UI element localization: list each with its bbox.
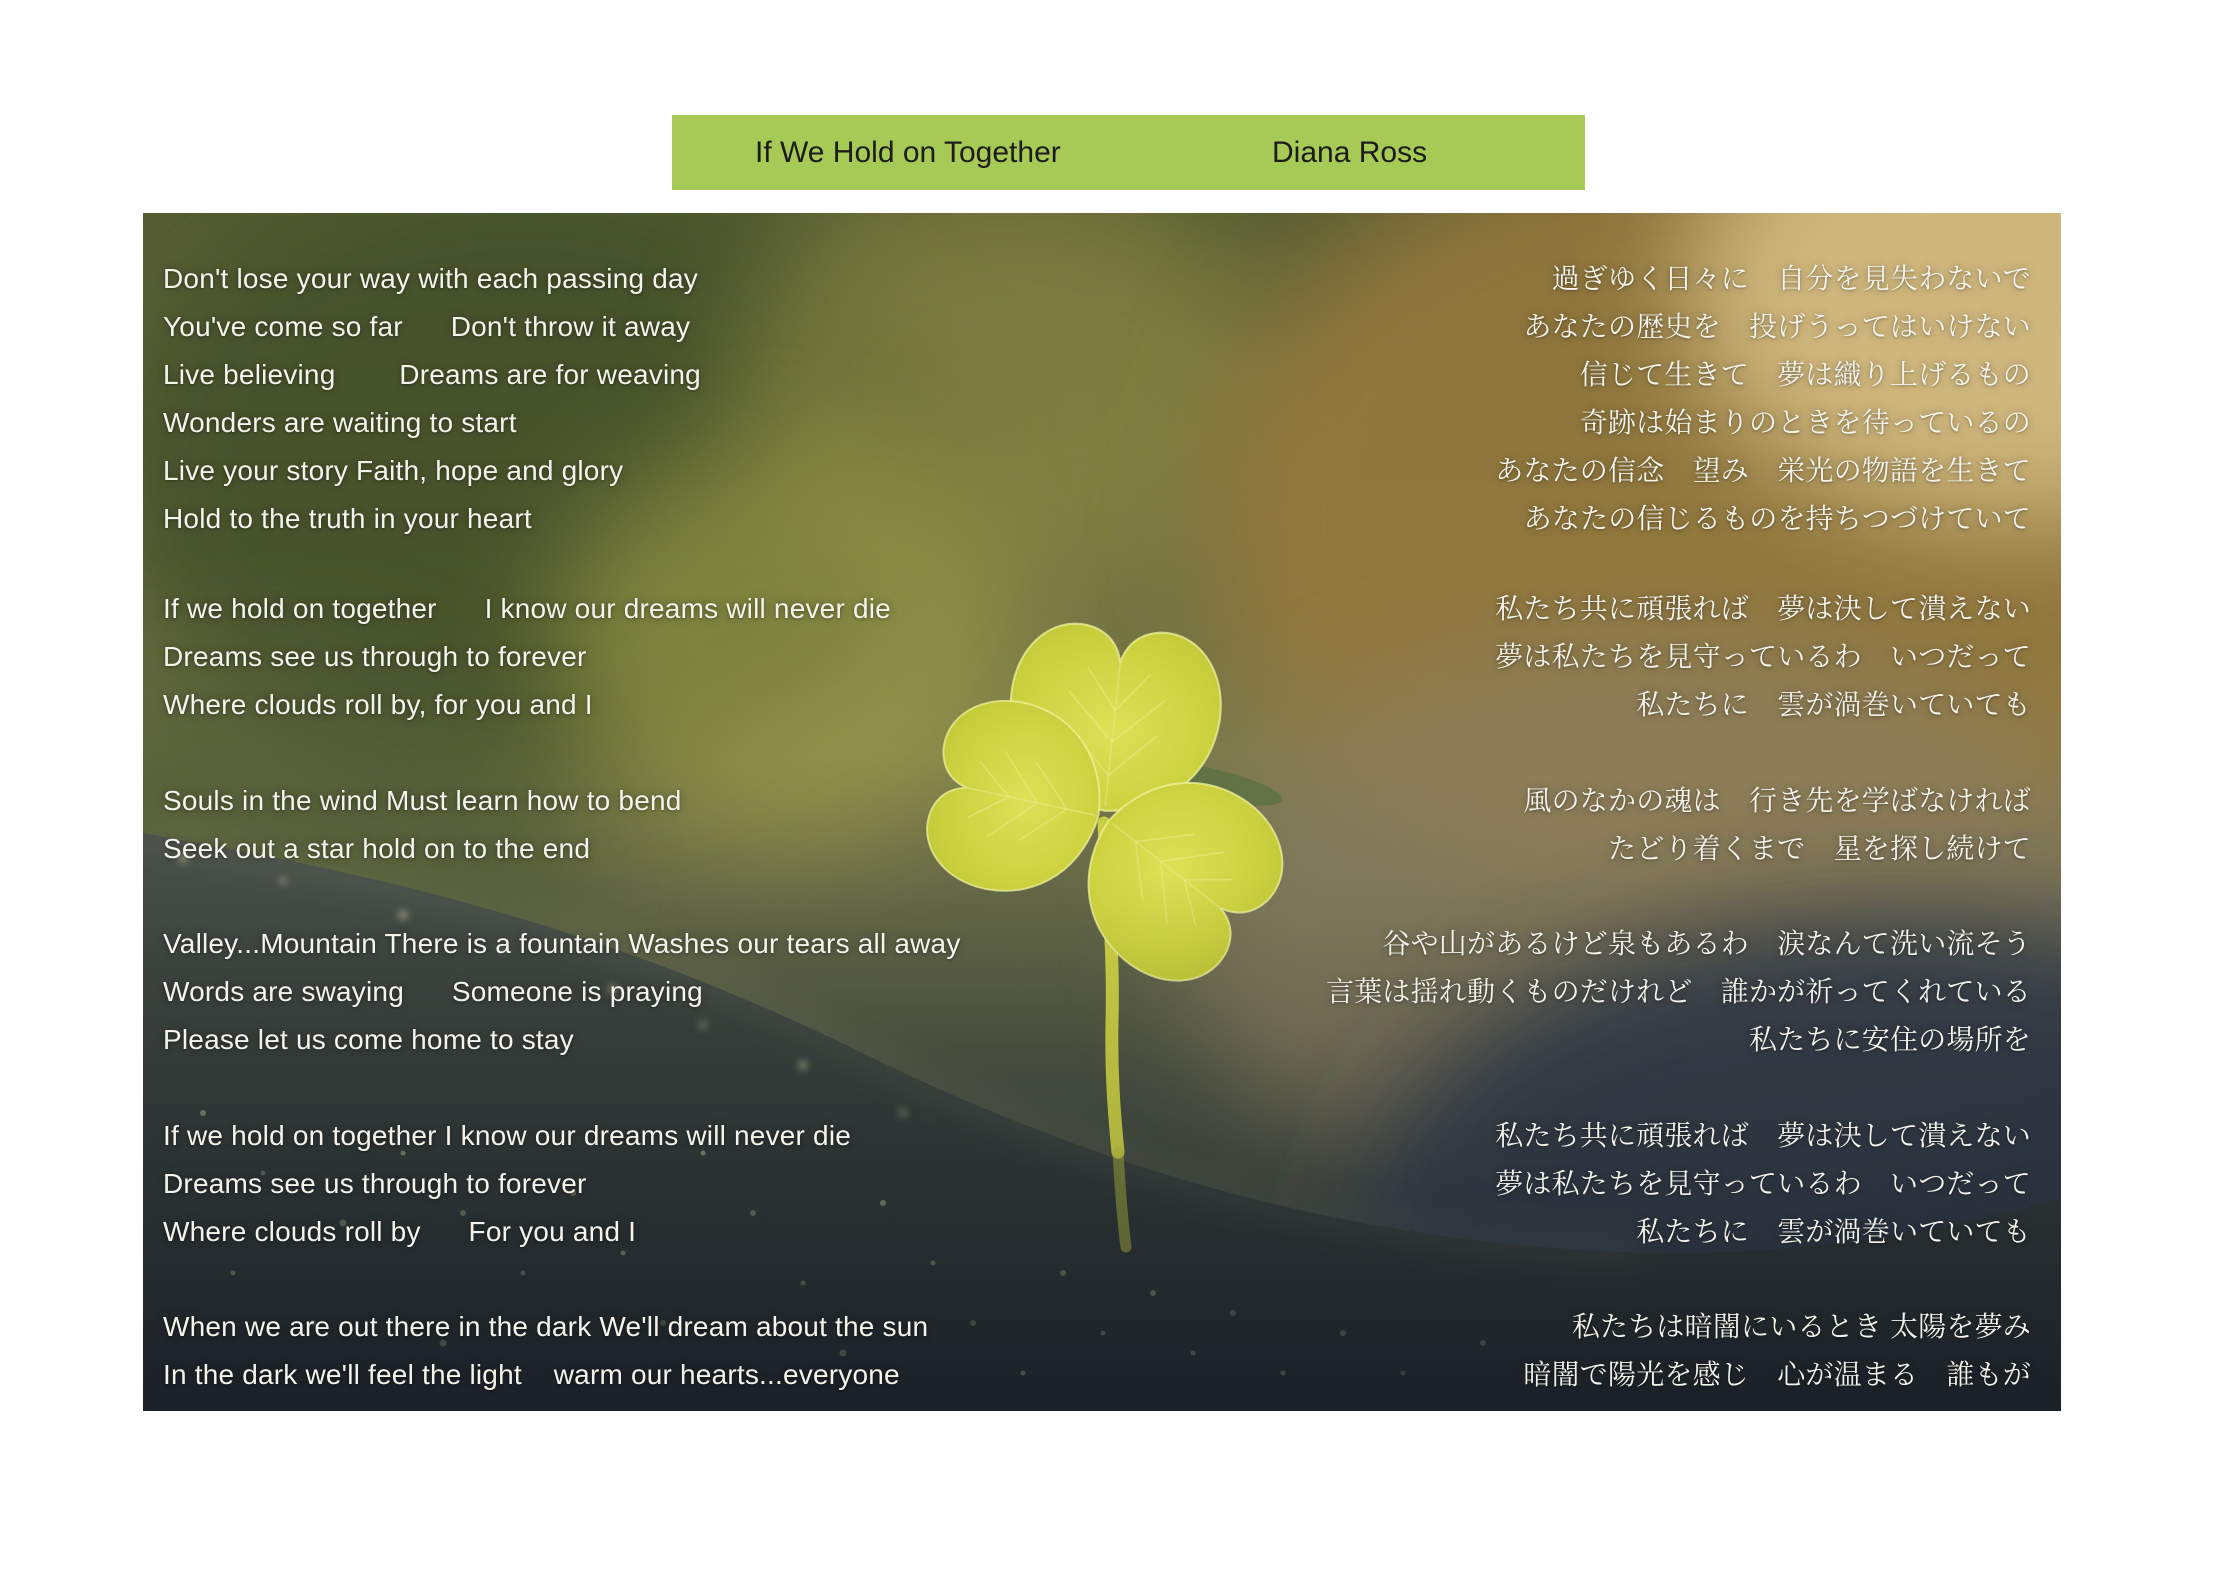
stanza-2-japanese: [1495, 585, 2031, 729]
lyric-line-ja: 過ぎゆく日々に 自分を見失わないで: [1551, 263, 2031, 294]
lyric-line-ja: 私たちに 雲が渦巻いていても: [1636, 1216, 2031, 1247]
lyric-line-en: Where clouds roll by, for you and I: [163, 689, 593, 720]
lyric-line-en: Valley...Mountain There is a fountain Washes our tears all away: [163, 928, 961, 959]
lyric-line-ja: 風のなかの魂は 行き先を学ばなければ: [1523, 785, 2031, 816]
stanza-1-japanese: [1495, 255, 2031, 543]
lyric-line-ja: 私たちは暗闇にいるとき 太陽を夢み: [1571, 1311, 2031, 1342]
lyric-line-en: Live your story Faith, hope and glory: [163, 455, 624, 486]
lyric-line-ja: 夢は私たちを見守っているわ いつだって: [1495, 641, 2031, 672]
stanza-2-english: [163, 585, 891, 729]
stanza-1-english: [163, 255, 701, 543]
lyric-line-ja: あなたの信念 望み 栄光の物語を生きて: [1495, 455, 2031, 486]
lyric-line-ja: 私たちに安住の場所を: [1748, 1024, 2031, 1055]
stanza-4-japanese: [1326, 920, 2031, 1064]
lyric-line-en: Souls in the wind Must learn how to bend: [163, 785, 682, 816]
lyric-line-ja: 暗闇で陽光を感じ 心が温まる 誰もが: [1523, 1359, 2031, 1390]
stanza-4-english: [163, 920, 961, 1064]
lyric-line-en: Words are swaying Someone is praying: [163, 976, 703, 1007]
lyric-line-en: You've come so far Don't throw it away: [163, 311, 691, 342]
stanza-6-japanese: [1523, 1303, 2031, 1399]
stanza-6-english: [163, 1303, 928, 1399]
lyric-line-en: Where clouds roll by For you and I: [163, 1216, 637, 1247]
lyric-line-en: Don't lose your way with each passing day: [163, 263, 698, 294]
lyric-line-ja: たどり着くまで 星を探し続けて: [1607, 833, 2031, 864]
lyric-line-en: If we hold on together I know our dreams will never die: [163, 593, 891, 624]
lyric-line-ja: 言葉は揺れ動くものだけれど 誰かが祈ってくれている: [1325, 976, 2031, 1007]
lyric-line-ja: 私たち共に頑張れば 夢は決して潰えない: [1495, 593, 2031, 624]
lyric-line-en: In the dark we'll feel the light warm our hearts...everyone: [163, 1359, 900, 1390]
artist-name: Diana Ross: [1272, 135, 1428, 169]
lyric-line-ja: あなたの信じるものを持ちつづけていて: [1523, 503, 2031, 534]
lyric-line-en: Please let us come home to stay: [163, 1024, 574, 1055]
lyric-line-en: When we are out there in the dark We'll dream about the sun: [163, 1311, 929, 1342]
lyric-line-ja: 夢は私たちを見守っているわ いつだって: [1495, 1168, 2031, 1199]
clover-photo: [143, 213, 2061, 1411]
lyric-line-en: Seek out a star hold on to the end: [163, 833, 591, 864]
lyric-line-en: Dreams see us through to forever: [163, 1168, 587, 1199]
lyric-line-en: Hold to the truth in your heart: [163, 503, 532, 534]
lyric-line-en: Wonders are waiting to start: [163, 407, 517, 438]
lyric-line-ja: あなたの歴史を 投げうってはいけない: [1523, 311, 2031, 342]
song-title: If We Hold on Together: [755, 135, 1061, 169]
lyric-line-ja: 谷や山があるけど泉もあるわ 涙なんて洗い流そう: [1382, 928, 2031, 959]
lyric-line-ja: 私たち共に頑張れば 夢は決して潰えない: [1495, 1120, 2031, 1151]
lyric-line-en: If we hold on together I know our dreams will never die: [163, 1120, 852, 1151]
lyric-line-ja: 私たちに 雲が渦巻いていても: [1636, 689, 2031, 720]
lyric-line-ja: 奇跡は始まりのときを待っているの: [1579, 407, 2031, 438]
lyric-line-en: Dreams see us through to forever: [163, 641, 587, 672]
title-bar: [672, 115, 1585, 190]
stanza-5-japanese: [1495, 1112, 2031, 1256]
stanza-5-english: [163, 1112, 851, 1256]
lyric-line-en: Live believing Dreams are for weaving: [163, 359, 701, 390]
lyric-line-ja: 信じて生きて 夢は織り上げるもの: [1579, 359, 2031, 390]
stanza-3-english: [163, 777, 682, 873]
stanza-3-japanese: [1523, 777, 2031, 873]
